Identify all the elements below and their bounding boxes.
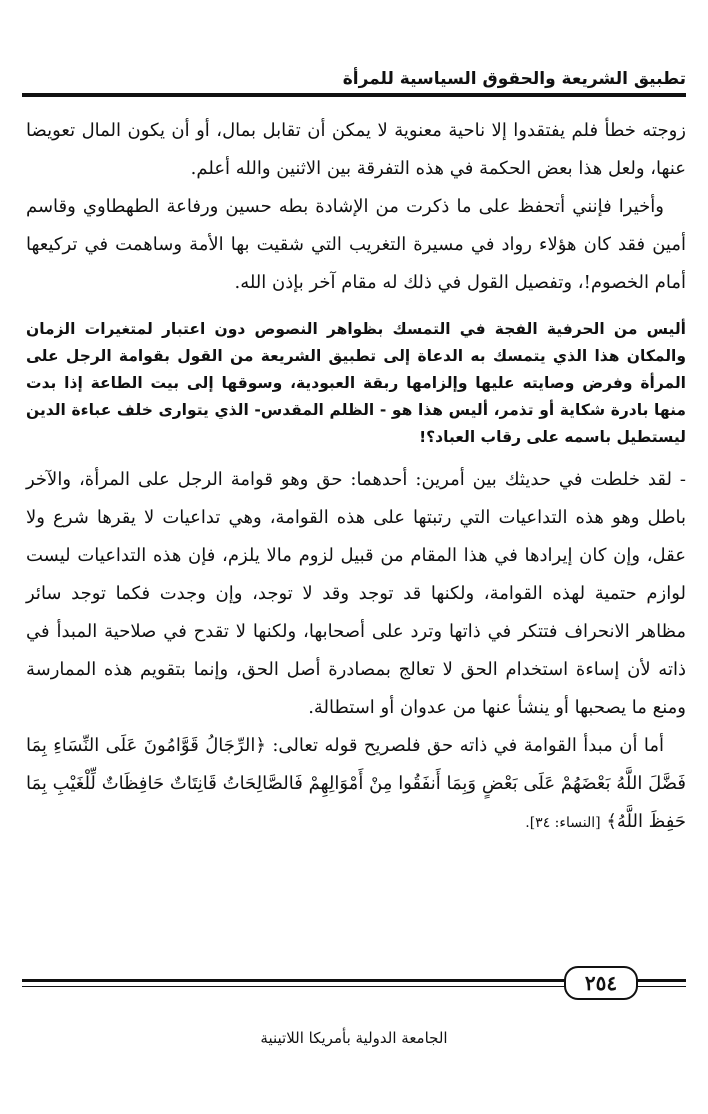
footer-institution: الجامعة الدولية بأمريكا اللاتينية bbox=[260, 1029, 448, 1047]
quran-verse: ﴿الرِّجَالُ قَوَّامُونَ عَلَى النِّسَاءِ بِمَا فَضَّلَ اللَّهُ بَعْضَهُمْ عَلَى بَعْضٍ وَبِمَا أَنفَقُوا مِنْ أَمْوَالِهِمْ فَالصَّالِحَاتُ قَانِتَاتٌ حَافِظَاتٌ لِّلْغَيْبِ بِمَا حَفِظَ اللَّهُ﴾ bbox=[26, 735, 686, 832]
paragraph-2: وأخيرا فإنني أتحفظ على ما ذكرت من الإشادة بطه حسين ورفاعة الطهطاوي وقاسم أمين فقد كان هؤلاء رواد في مسيرة التغريب التي شقيت بها الأمة وساهمت في تركيعها أمام الخصوم!، وتفصيل القول في ذلك له مقام آخر بإذن الله. bbox=[26, 196, 686, 293]
page-number: ٢٥٤ bbox=[564, 966, 638, 1000]
header-rule bbox=[22, 93, 686, 97]
paragraph-4 bbox=[26, 727, 686, 842]
page-footer bbox=[22, 960, 686, 1000]
paragraph-4-intro: أما أن مبدأ القوامة في ذاته حق فلصريح قوله تعالى: bbox=[272, 735, 664, 756]
paragraph-3: - لقد خلطت في حديثك بين أمرين: أحدهما: حق وهو قوامة الرجل على المرأة، والآخر باطل وهو هذه التداعيات التي رتبتها على هذه القوامة، وهي تداعيات لا يقرها شرع ولا عقل، وإن كان إيرادها في هذا المقام من قبيل لزوم مالا يلزم، فإن هذه التداعيات ليست لوازم حتمية لهذه القوامة، ولكنها قد توجد وقد لا توجد، وإن وجدت فكما توجد سائر مظاهر الانحراف فتتكر في ذاتها وترد على أصحابها، ولكنها لا تقدح في صلاحية المبدأ في ذاته لأن إساءة استخدام الحق لا تعالج بمصادرة أصل الحق، وإنما بتقويم هذه الممارسة ومنع ما يصحبها أو ينشأ عنها من عدوان أو استطالة. bbox=[26, 469, 686, 718]
question-heading: أليس من الحرفية الفجة في التمسك بظواهر النصوص دون اعتبار لمتغيرات الزمان والمكان هذا الذي يتمسك به الدعاة إلى تطبيق الشريعة من القول بقوامة الرجل على المرأة وفرض وصايته عليها وإلزامها ربقة العبودية، وسوقها إلى بيت الطاعة إذا بدت منها بادرة شكاية أو تذمر، أليس هذا هو - الظلم المقدس- الذي يتوارى خلف عباءة الدين ليستطيل باسمه على رقاب العباد؟! bbox=[26, 320, 686, 446]
header-title: تطبيق الشريعة والحقوق السياسية للمرأة bbox=[342, 69, 686, 89]
page-body bbox=[26, 112, 686, 842]
running-header bbox=[22, 68, 686, 97]
paragraph-1: زوجته خطأ فلم يفتقدوا إلا ناحية معنوية لا يمكن أن تقابل بمال، أو أن يكون المال تعويضا عنها، ولعل هذا بعض الحكمة في هذه التفرقة بين الاثنين والله أعلم. bbox=[26, 120, 686, 179]
verse-citation: [النساء: ٣٤]. bbox=[525, 815, 601, 831]
